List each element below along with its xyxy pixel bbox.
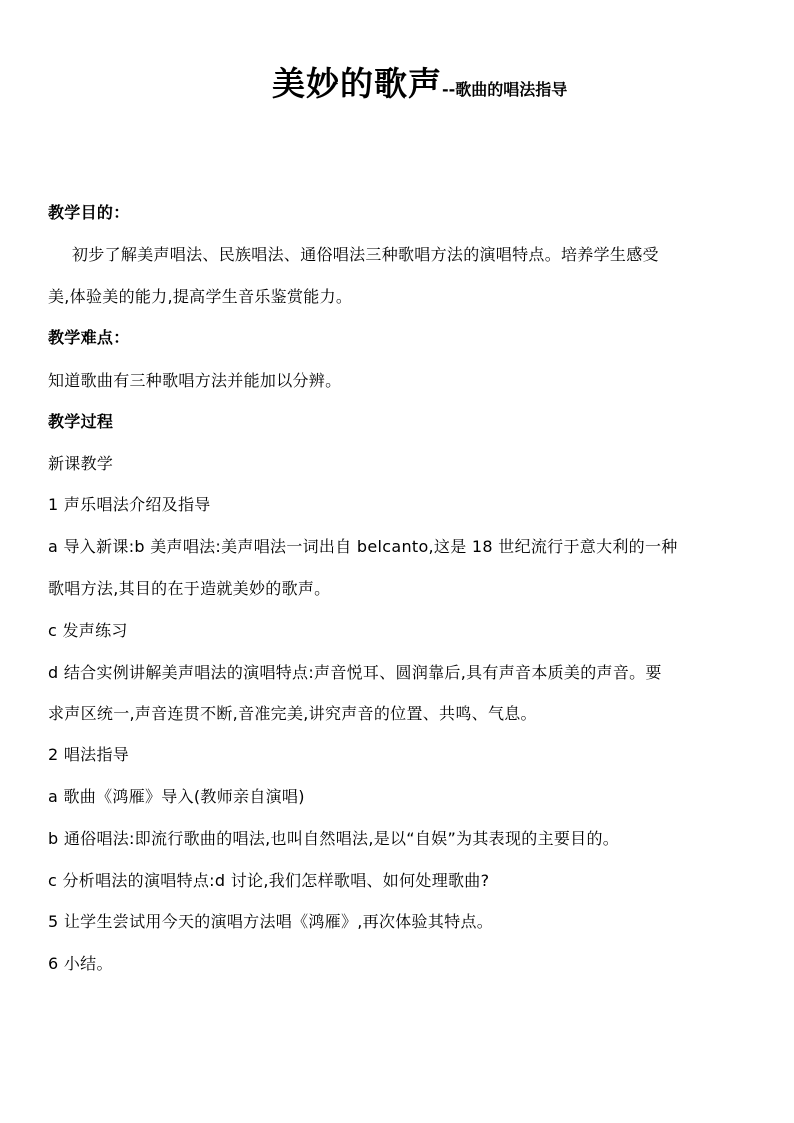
title-subtitle: --歌曲的唱法指导 xyxy=(442,80,568,99)
paragraph-line: 2 唱法指导 xyxy=(48,745,130,764)
paragraph-line: 求声区统一,声音连贯不断,音准完美,讲究声音的位置、共鸣、气息。 xyxy=(48,704,537,723)
paragraph-line: c 分析唱法的演唱特点:d 讨论,我们怎样歌唱、如何处理歌曲? xyxy=(48,871,490,890)
paragraph-line: a 歌曲《鸿雁》导入(教师亲自演唱) xyxy=(48,787,305,806)
section-heading-process: 教学过程 xyxy=(48,412,114,431)
paragraph-line: d 结合实例讲解美声唱法的演唱特点:声音悦耳、圆润靠后,具有声音本质美的声音。要 xyxy=(48,663,662,682)
paragraph-line: 初步了解美声唱法、民族唱法、通俗唱法三种歌唱方法的演唱特点。培养学生感受 xyxy=(72,245,659,264)
paragraph-line: 知道歌曲有三种歌唱方法并能加以分辨。 xyxy=(48,371,342,390)
section-heading-objectives: 教学目的： xyxy=(48,203,130,222)
paragraph-line: 1 声乐唱法介绍及指导 xyxy=(48,495,211,514)
paragraph-line: b 通俗唱法:即流行歌曲的唱法,也叫自然唱法,是以“自娱”为其表现的主要目的。 xyxy=(48,829,620,848)
paragraph-line: 6 小结。 xyxy=(48,954,113,973)
paragraph-line: 新课教学 xyxy=(48,454,114,473)
section-heading-difficulties: 教学难点： xyxy=(48,328,130,347)
paragraph-line: c 发声练习 xyxy=(48,621,128,640)
page-title xyxy=(272,58,567,105)
title-main: 美妙的歌声 xyxy=(272,64,442,103)
paragraph-line: a 导入新课:b 美声唱法:美声唱法一词出自 belcanto,这是 18 世纪流行于意大利的一种 xyxy=(48,537,678,556)
paragraph-line: 5 让学生尝试用今天的演唱方法唱《鸿雁》,再次体验其特点。 xyxy=(48,912,494,931)
paragraph-line: 歌唱方法,其目的在于造就美妙的歌声。 xyxy=(48,579,331,598)
paragraph-line: 美,体验美的能力,提高学生音乐鉴赏能力。 xyxy=(48,287,353,306)
